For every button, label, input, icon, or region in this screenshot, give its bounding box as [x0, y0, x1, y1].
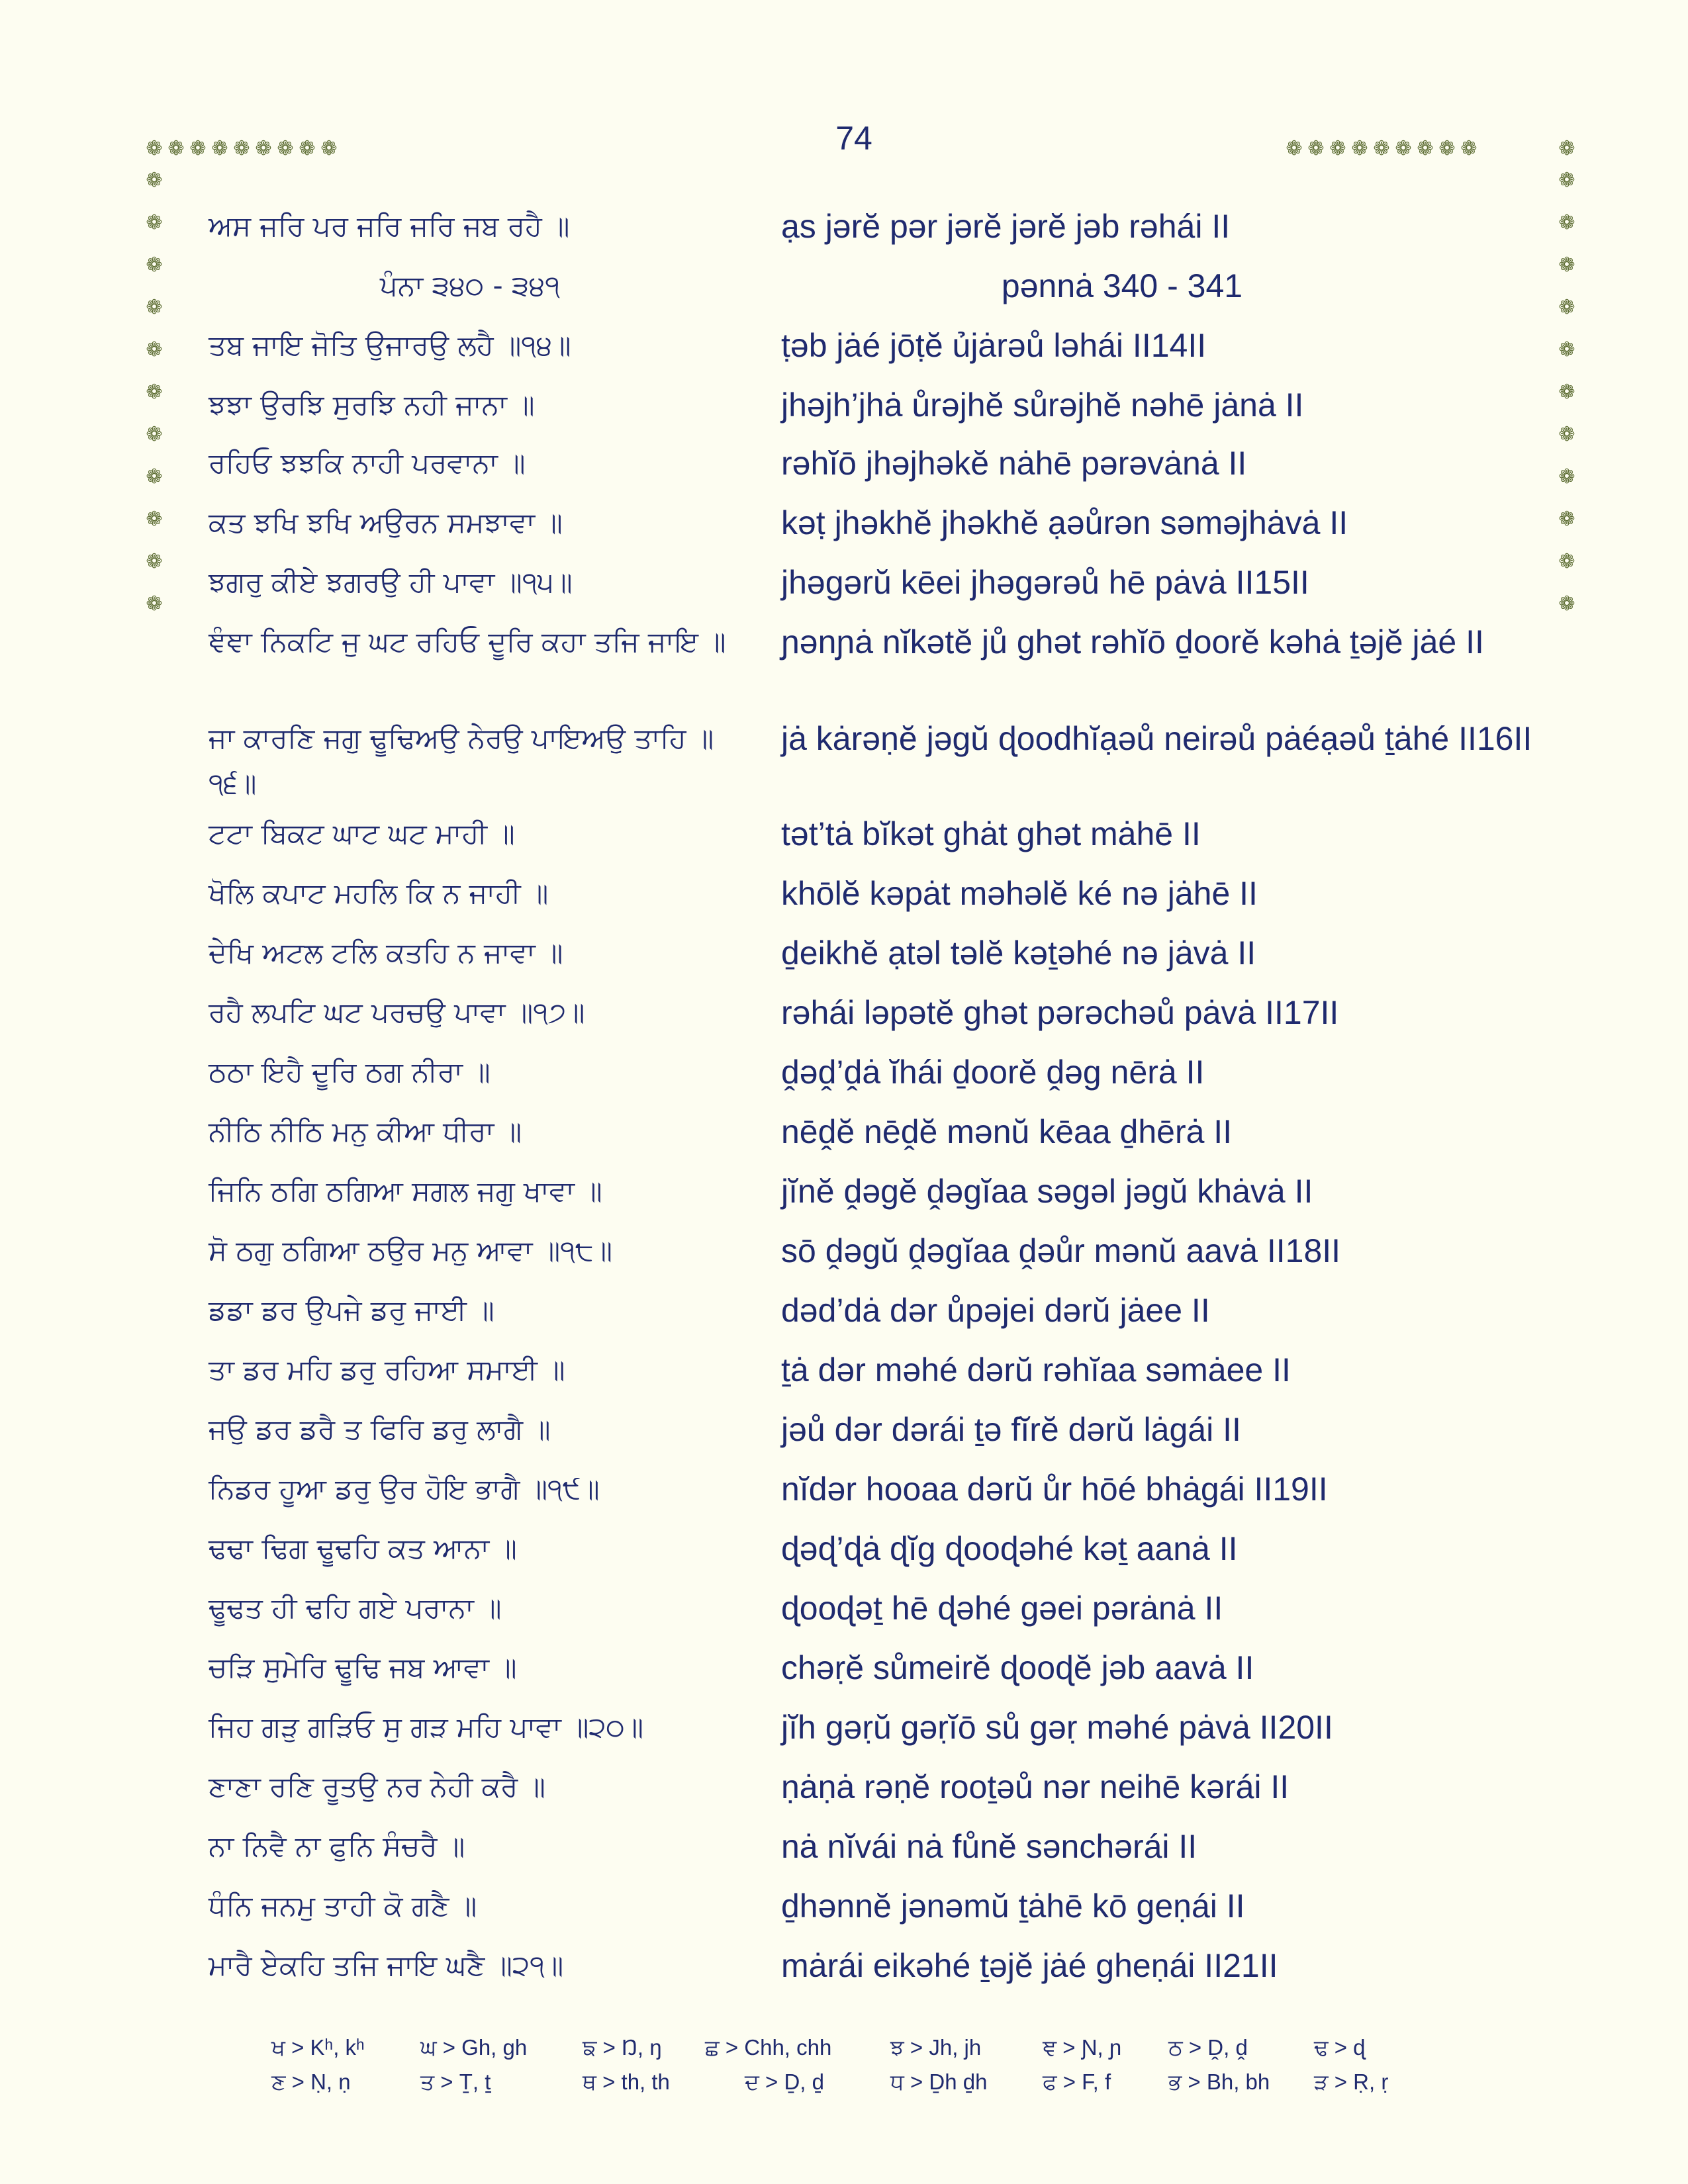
gurmukhi-text: ਜਿਹ ਗੜੁ ਗੜਿਓ ਸੁ ਗੜ ਮਹਿ ਪਾਵਾ ॥੨੦॥: [209, 1711, 644, 1743]
transliteration-text: kəṭ jhəkhĕ jhəkhĕ ạəůrən səməjhȧvȧ II: [781, 504, 1348, 541]
gurmukhi-text: ਝਗਰੁ ਕੀਏ ਝਗਰਉ ਹੀ ਪਾਵਾ ॥੧੫॥: [209, 566, 573, 598]
flower-ornament-icon: ❁: [1558, 381, 1575, 404]
flower-ornament-icon: ❁: [146, 211, 163, 234]
transliteration-text: sō ḓəgŭ ḓəgĭaa ḓəůr mənŭ aavȧ II18II: [781, 1232, 1341, 1269]
transliteration-text: nȧ nĭvái nȧ fůnĕ sənchərái II: [781, 1828, 1197, 1865]
flower-ornament-icon: ❁: [320, 137, 338, 160]
gurmukhi-text: ਟਟਾ ਬਿਕਟ ਘਾਟ ਘਟ ਮਾਹੀ ॥: [209, 817, 515, 850]
transliteration-text: ṯȧ dər məhé dərŭ rəhĭaa səmȧee II: [781, 1351, 1291, 1388]
legend-item: ਥ > th, th: [583, 2070, 670, 2094]
flower-ornament-icon: ❁: [211, 137, 228, 160]
gurmukhi-text: ਦੇਖਿ ਅਟਲ ਟਲਿ ਕਤਹਿ ਨ ਜਾਵਾ ॥: [209, 936, 563, 969]
flower-ornament-icon: ❁: [1438, 137, 1456, 160]
flower-ornament-icon: ❁: [1286, 137, 1303, 160]
gurmukhi-text: ਅਸ ਜਰਿ ਪਰ ਜਰਿ ਜਰਿ ਜਬ ਰਹੈ ॥: [209, 210, 570, 242]
gurmukhi-text: ਝਝਾ ਉਰਝਿ ਸੁਰਝਿ ਨਹੀ ਜਾਨਾ ॥: [209, 388, 535, 421]
transliteration-text: ɖəɖ’ɖȧ ɖĭg ɖooɖəhé kəṯ aanȧ II: [781, 1530, 1238, 1567]
gurmukhi-text: ਚੜਿ ਸੁਮੇਰਿ ਢੂਢਿ ਜਬ ਆਵਾ ॥: [209, 1651, 517, 1684]
gurmukhi-text: ਢਢਾ ਢਿਗ ਢੂਢਹਿ ਕਤ ਆਨਾ ॥: [209, 1532, 517, 1565]
legend-item: ਫ > F, f: [1043, 2070, 1111, 2094]
flower-ornament-icon: ❁: [146, 338, 163, 361]
gurmukhi-text: ਢੂਢਤ ਹੀ ਢਹਿ ਗਏ ਪਰਾਨਾ ॥: [209, 1592, 502, 1624]
flower-ornament-icon: ❁: [255, 137, 272, 160]
flower-ornament-icon: ❁: [1460, 137, 1477, 160]
transliteration-text: nĭdər hooaa dərŭ ůr hōé bhȧgái II19II: [781, 1471, 1328, 1508]
gurmukhi-text: ਨਾ ਨਿਵੈ ਨਾ ਫੁਨਿ ਸੰਚਰੈ ॥: [209, 1830, 465, 1862]
gurmukhi-text: ਧੰਨਿ ਜਨਮੁ ਤਾਹੀ ਕੋ ਗਣੈ ॥: [209, 1889, 477, 1922]
flower-ornament-icon: ❁: [1558, 137, 1575, 160]
flower-ornament-icon: ❁: [1558, 508, 1575, 531]
flower-ornament-icon: ❁: [1558, 592, 1575, 615]
gurmukhi-text: ਜਿਨਿ ਠਗਿ ਠਗਿਆ ਸਗਲ ਜਗੁ ਖਾਵਾ ॥: [209, 1175, 602, 1207]
flower-ornament-icon: ❁: [1558, 296, 1575, 319]
transliteration-text: mȧrái eikəhé ṯəjĕ jȧé gheṇái II21II: [781, 1947, 1278, 1984]
flower-ornament-icon: ❁: [277, 137, 294, 160]
gurmukhi-text: ਜਾ ਕਾਰਣਿ ਜਗੁ ਢੂਢਿਅਉ ਨੇਰਉ ਪਾਇਅਉ ਤਾਹਿ ॥੧੬॥: [209, 722, 714, 799]
flower-ornament-icon: ❁: [1558, 338, 1575, 361]
transliteration-text: jĭh gəṛŭ gəṛĭō sů gəṛ məhé pȧvȧ II20II: [781, 1709, 1333, 1746]
flower-ornament-icon: ❁: [1558, 253, 1575, 277]
gurmukhi-text: ਮਾਰੈ ਏਕਹਿ ਤਜਿ ਜਾਇ ਘਣੈ ॥੨੧॥: [209, 1949, 564, 1981]
page-range-gurmukhi: ਪੰਨਾ ੩੪੦ - ੩੪੧: [379, 269, 561, 302]
transliteration-text: dəd’dȧ dər ůpəjei dərŭ jȧee II: [781, 1292, 1210, 1329]
legend-item: ਘ > Gh, gh: [420, 2035, 528, 2060]
transliteration-text: ạs jərĕ pər jərĕ jərĕ jəb rəhái II: [781, 208, 1231, 245]
flower-ornament-icon: ❁: [1373, 137, 1390, 160]
flower-ornament-icon: ❁: [146, 550, 163, 573]
flower-ornament-icon: ❁: [189, 137, 207, 160]
gurmukhi-text: ਨੀਠਿ ਨੀਠਿ ਮਨੁ ਕੀਆ ਧੀਰਾ ॥: [209, 1115, 522, 1148]
gurmukhi-text: ਞੰਞਾ ਨਿਕਟਿ ਜੁ ਘਟ ਰਹਿਓ ਦੂਰਿ ਕਹਾ ਤਜਿ ਜਾਇ ॥: [209, 625, 726, 658]
transliteration-text: ɲənɲȧ nĭkətĕ jů ghət rəhĭō ḏoorĕ kəhȧ ṯəjĕ jȧé II: [781, 623, 1484, 660]
transliteration-text: ḏhənnĕ jənəmŭ ṯȧhē kō geṇái II: [781, 1888, 1245, 1925]
flower-ornament-icon: ❁: [1307, 137, 1325, 160]
transliteration-text: jȧ kȧrəṇĕ jəgŭ ɖoodhĭạəů neirəů pȧéạəů ṯȧhé II16II: [781, 720, 1532, 757]
gurmukhi-text: ਸੋ ਠਗੁ ਠਗਿਆ ਠਉਰ ਮਨੁ ਆਵਾ ॥੧੮॥: [209, 1234, 613, 1267]
transliteration-text: tət’tȧ bĭkət ghȧt ghət mȧhē II: [781, 815, 1201, 852]
flower-ornament-icon: ❁: [146, 296, 163, 319]
transliteration-text: rəhái ləpətĕ ghət pərəchəů pȧvȧ II17II: [781, 994, 1339, 1031]
flower-ornament-icon: ❁: [1558, 550, 1575, 573]
transliteration-text: jĭnĕ ḓəgĕ ḓəgĭaa səgəl jəgŭ khȧvȧ II: [781, 1173, 1313, 1210]
flower-ornament-icon: ❁: [1395, 137, 1412, 160]
transliteration-text: jhəgərŭ kēei jhəgərəů hē pȧvȧ II15II: [781, 564, 1309, 601]
flower-ornament-icon: ❁: [146, 169, 163, 192]
gurmukhi-text: ਤਬ ਜਾਇ ਜੋਤਿ ਉਜਾਰਉ ਲਹੈ ॥੧੪॥: [209, 329, 571, 361]
flower-ornament-icon: ❁: [1558, 169, 1575, 192]
flower-ornament-icon: ❁: [1558, 423, 1575, 446]
legend-item: ਧ > Ḏh ḏh: [890, 2070, 988, 2094]
flower-ornament-icon: ❁: [146, 592, 163, 615]
legend-item: ਠ > Ḓ, ḓ: [1168, 2035, 1248, 2060]
flower-ornament-icon: ❁: [167, 137, 185, 160]
legend-item: ਖ > Kʰ, kʰ: [271, 2035, 365, 2060]
transliteration-text: khōlĕ kəpȧt məhəlĕ ké nə jȧhē II: [781, 875, 1258, 912]
transliteration-text: ṭəb jȧé jōṭĕ ủjȧrəů ləhái II14II: [781, 327, 1207, 364]
transliteration-text: ṇȧṇȧ rəṇĕ rooṯəů nər neihē kərái II: [781, 1768, 1289, 1805]
transliteration-text: ɖooɖəṯ hē ɖəhé gəei pərȧnȧ II: [781, 1590, 1223, 1627]
legend-item: ਙ > Ŋ, ŋ: [583, 2035, 662, 2060]
legend-item: ਛ > Chh, chh: [705, 2035, 832, 2060]
flower-ornament-icon: ❁: [146, 381, 163, 404]
gurmukhi-text: ਖੋਲਿ ਕਪਾਟ ਮਹਲਿ ਕਿ ਨ ਜਾਹੀ ॥: [209, 877, 549, 909]
flower-ornament-icon: ❁: [1329, 137, 1346, 160]
gurmukhi-text: ਨਿਡਰ ਹੂਆ ਡਰੁ ਉਰ ਹੋਇ ਭਾਗੈ ॥੧੯॥: [209, 1473, 600, 1505]
gurmukhi-text: ਠਠਾ ਇਹੈ ਦੂਰਿ ਠਗ ਨੀਰਾ ॥: [209, 1056, 491, 1088]
legend-row: [271, 2035, 1463, 2068]
flower-ornament-icon: ❁: [146, 465, 163, 488]
flower-ornament-icon: ❁: [146, 423, 163, 446]
flower-ornament-icon: ❁: [1558, 211, 1575, 234]
flower-ornament-icon: ❁: [1558, 465, 1575, 488]
gurmukhi-text: ਰਹੈ ਲਪਟਿ ਘਟ ਪਰਚਉ ਪਾਵਾ ॥੧੭॥: [209, 996, 585, 1028]
flower-ornament-icon: ❁: [146, 508, 163, 531]
gurmukhi-text: ਡਡਾ ਡਰ ਉਪਜੇ ਡਰੁ ਜਾਈ ॥: [209, 1294, 494, 1326]
legend-item: ਭ > Bh, bh: [1168, 2070, 1270, 2094]
transliteration-text: ḓəḓ’ḓȧ ĭhái ḏoorĕ ḓəg nērȧ II: [781, 1054, 1205, 1091]
legend-item: ਦ > Ḏ, ḏ: [745, 2070, 824, 2094]
page-number: 74: [835, 120, 872, 157]
transliteration-text: nēḓĕ nēḓĕ mənŭ kēaa ḏhērȧ II: [781, 1113, 1233, 1150]
legend-item: ਤ > Ṯ, ṯ: [420, 2070, 491, 2094]
legend-item: ਞ > Ɲ, ɲ: [1043, 2035, 1122, 2060]
flower-ornament-icon: ❁: [299, 137, 316, 160]
flower-ornament-icon: ❁: [146, 137, 163, 160]
transliteration-text: ḏeikhĕ ạtəl təlĕ kəṯəhé nə jȧvȧ II: [781, 934, 1256, 972]
gurmukhi-text: ਰਹਿਓ ਝਝਕਿ ਨਾਹੀ ਪਰਵਾਨਾ ॥: [209, 447, 526, 479]
legend-item: ਢ > ɖ: [1314, 2035, 1366, 2060]
transliteration-text: jəů dər dərái ṯə fĭrĕ dərŭ lȧgái II: [781, 1411, 1241, 1448]
transliteration-text: chəṛĕ sůmeirĕ ɖooɖĕ jəb aavȧ II: [781, 1649, 1254, 1686]
gurmukhi-text: ਤਾ ਡਰ ਮਹਿ ਡਰੁ ਰਹਿਆ ਸਮਾਈ ॥: [209, 1353, 565, 1386]
gurmukhi-text: ਜਉ ਡਰ ਡਰੈ ਤ ਫਿਰਿ ਡਰੁ ਲਾਗੈ ॥: [209, 1413, 551, 1445]
legend-item: ਣ > Ṇ, ṇ: [271, 2070, 351, 2094]
gurmukhi-text: ਕਤ ਝਖਿ ਝਖਿ ਅਉਰਨ ਸਮਝਾਵਾ ॥: [209, 506, 563, 539]
legend-row: [271, 2070, 1463, 2103]
flower-ornament-icon: ❁: [1351, 137, 1368, 160]
flower-ornament-icon: ❁: [233, 137, 250, 160]
legend-item: ੜ > Ṛ, ṛ: [1314, 2070, 1389, 2094]
flower-ornament-icon: ❁: [1417, 137, 1434, 160]
flower-ornament-icon: ❁: [146, 253, 163, 277]
page-range-translit: pənnȧ 340 - 341: [1001, 267, 1243, 304]
legend-item: ਝ > Jh, jh: [890, 2035, 982, 2060]
gurmukhi-text: ਣਾਣਾ ਰਣਿ ਰੂਤਉ ਨਰ ਨੇਹੀ ਕਰੈ ॥: [209, 1770, 545, 1803]
transliteration-text: rəhĭō jhəjhəkĕ nȧhē pərəvȧnȧ II: [781, 445, 1247, 482]
transliteration-text: jhəjh’jhȧ ůrəjhĕ sůrəjhĕ nəhē jȧnȧ II: [781, 387, 1304, 424]
